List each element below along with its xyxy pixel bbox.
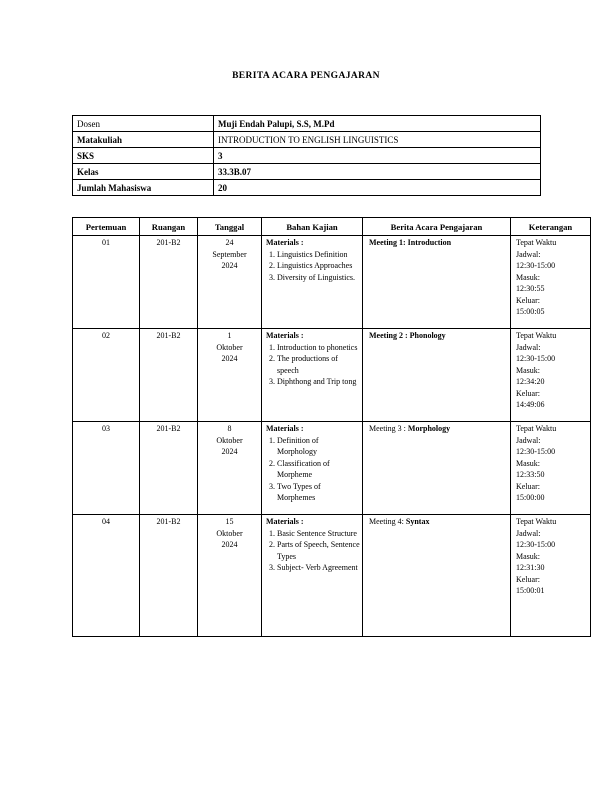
keterangan-masuk-label: Masuk: (516, 551, 540, 561)
meeting-label: Meeting 3 : (369, 424, 406, 433)
cell-berita-acara (363, 422, 511, 515)
header-keterangan: Keterangan (511, 218, 591, 236)
header-pertemuan: Pertemuan (73, 218, 140, 236)
keterangan-keluar-label: Keluar: (516, 295, 540, 305)
cell-pertemuan: 03 (73, 422, 140, 515)
keterangan-keluar: 14:49:06 (516, 400, 545, 409)
schedule-table (72, 217, 591, 637)
cell-tanggal (198, 422, 262, 515)
meeting-topic: Introduction (407, 238, 452, 247)
info-row-kelas (73, 164, 541, 180)
keterangan-jadwal-label: Jadwal: (516, 435, 541, 445)
cell-berita-acara (363, 329, 511, 422)
schedule-row (73, 329, 591, 422)
info-value-dosen: Muji Endah Palupi, S.S, M.Pd (214, 116, 541, 132)
materials-heading: Materials : (266, 424, 304, 433)
materials-item: 3. Diphthong and Trip tong (277, 376, 360, 388)
materials-item: 1. Definition of Morphology (277, 435, 360, 458)
keterangan-jadwal-label: Jadwal: (516, 342, 541, 352)
keterangan-jadwal: 12:30-15:00 (516, 540, 556, 549)
materials-heading: Materials : (266, 517, 304, 526)
schedule-row (73, 422, 591, 515)
info-label-sks: SKS (73, 148, 214, 164)
keterangan-keluar: 15:00:00 (516, 493, 545, 502)
materials-item: 3. Subject- Verb Agreement (277, 562, 360, 574)
keterangan-masuk-label: Masuk: (516, 365, 540, 375)
cell-ruangan: 201-B2 (140, 422, 198, 515)
keterangan-masuk: 12:31:30 (516, 563, 545, 572)
tanggal-month: September (212, 249, 247, 259)
tanggal-month: Oktober (216, 435, 243, 445)
keterangan-jadwal-label: Jadwal: (516, 249, 541, 259)
keterangan-masuk: 12:34:20 (516, 377, 545, 386)
materials-item: 2. Parts of Speech, Sentence Types (277, 539, 360, 562)
meeting-label: Meeting 4: (369, 517, 404, 526)
meeting-label: Meeting 1: (369, 238, 406, 247)
tanggal-year: 2024 (221, 354, 238, 363)
keterangan-masuk: 12:30:55 (516, 284, 545, 293)
tanggal-month: Oktober (216, 528, 243, 538)
info-row-sks (73, 148, 541, 164)
keterangan-keluar: 15:00:05 (516, 307, 545, 316)
info-value-jumlah-mahasiswa: 20 (214, 180, 541, 196)
info-row-dosen (73, 116, 541, 132)
info-row-matakuliah (73, 132, 541, 148)
materials-item: 1. Basic Sentence Structure (277, 528, 360, 540)
materials-list (266, 528, 360, 574)
cell-keterangan (511, 329, 591, 422)
keterangan-status: Tepat Waktu (516, 238, 557, 247)
keterangan-jadwal: 12:30-15:00 (516, 354, 556, 363)
header-berita-acara: Berita Acara Pengajaran (363, 218, 511, 236)
keterangan-keluar-label: Keluar: (516, 481, 540, 491)
schedule-row (73, 236, 591, 329)
info-label-matakuliah: Matakuliah (73, 132, 214, 148)
tanggal-day: 24 (225, 238, 234, 247)
cell-tanggal (198, 329, 262, 422)
cell-tanggal (198, 236, 262, 329)
course-info-table (72, 115, 541, 196)
materials-item: 3. Diversity of Linguistics. (277, 272, 360, 284)
keterangan-masuk: 12:33:50 (516, 470, 545, 479)
keterangan-status: Tepat Waktu (516, 424, 557, 433)
cell-keterangan (511, 515, 591, 637)
tanggal-day: 1 (227, 331, 232, 340)
cell-ruangan: 201-B2 (140, 329, 198, 422)
header-tanggal: Tanggal (198, 218, 262, 236)
materials-item: 2. Classification of Morpheme (277, 458, 360, 481)
materials-heading: Materials : (266, 331, 304, 340)
info-row-jumlah-mahasiswa (73, 180, 541, 196)
cell-bahan-kajian (262, 329, 363, 422)
cell-bahan-kajian (262, 236, 363, 329)
info-value-sks: 3 (214, 148, 541, 164)
cell-ruangan: 201-B2 (140, 236, 198, 329)
keterangan-masuk-label: Masuk: (516, 272, 540, 282)
materials-heading: Materials : (266, 238, 304, 247)
cell-keterangan (511, 236, 591, 329)
cell-bahan-kajian (262, 515, 363, 637)
cell-berita-acara (363, 236, 511, 329)
materials-list (266, 342, 360, 388)
materials-item: 3. Two Types of Morphemes (277, 481, 360, 504)
cell-bahan-kajian (262, 422, 363, 515)
schedule-header-row (73, 218, 591, 236)
meeting-topic: Syntax (405, 517, 430, 526)
keterangan-status: Tepat Waktu (516, 331, 557, 340)
page-title: BERITA ACARA PENGAJARAN (232, 71, 380, 81)
info-value-matakuliah: INTRODUCTION TO ENGLISH LINGUISTICS (214, 132, 541, 148)
schedule-row (73, 515, 591, 637)
keterangan-status: Tepat Waktu (516, 517, 557, 526)
header-ruangan: Ruangan (140, 218, 198, 236)
meeting-topic: Morphology (407, 424, 451, 433)
tanggal-year: 2024 (221, 261, 238, 270)
keterangan-keluar-label: Keluar: (516, 574, 540, 584)
keterangan-jadwal: 12:30-15:00 (516, 261, 556, 270)
schedule-body (73, 236, 591, 637)
tanggal-month: Oktober (216, 342, 243, 352)
materials-item: 2. Linguistics Approaches (277, 260, 360, 272)
keterangan-masuk-label: Masuk: (516, 458, 540, 468)
meeting-label: Meeting 2 : (369, 331, 408, 340)
keterangan-jadwal: 12:30-15:00 (516, 447, 556, 456)
tanggal-year: 2024 (221, 540, 238, 549)
keterangan-keluar-label: Keluar: (516, 388, 540, 398)
materials-list (266, 249, 360, 284)
cell-pertemuan: 04 (73, 515, 140, 637)
info-label-kelas: Kelas (73, 164, 214, 180)
cell-pertemuan: 02 (73, 329, 140, 422)
tanggal-year: 2024 (221, 447, 238, 456)
info-value-kelas: 33.3B.07 (214, 164, 541, 180)
tanggal-day: 15 (225, 517, 234, 526)
info-label-jumlah-mahasiswa: Jumlah Mahasiswa (73, 180, 214, 196)
materials-item: 1. Introduction to phonetics (277, 342, 360, 354)
tanggal-day: 8 (227, 424, 232, 433)
cell-tanggal (198, 515, 262, 637)
keterangan-jadwal-label: Jadwal: (516, 528, 541, 538)
cell-pertemuan: 01 (73, 236, 140, 329)
info-label-dosen: Dosen (73, 116, 214, 132)
materials-list (266, 435, 360, 504)
materials-item: 1. Linguistics Definition (277, 249, 360, 261)
cell-ruangan: 201-B2 (140, 515, 198, 637)
meeting-topic: Phonology (409, 331, 446, 340)
cell-keterangan (511, 422, 591, 515)
materials-item: 2. The productions of speech (277, 353, 360, 376)
cell-berita-acara (363, 515, 511, 637)
keterangan-keluar: 15:00:01 (516, 586, 545, 595)
header-bahan-kajian: Bahan Kajian (262, 218, 363, 236)
